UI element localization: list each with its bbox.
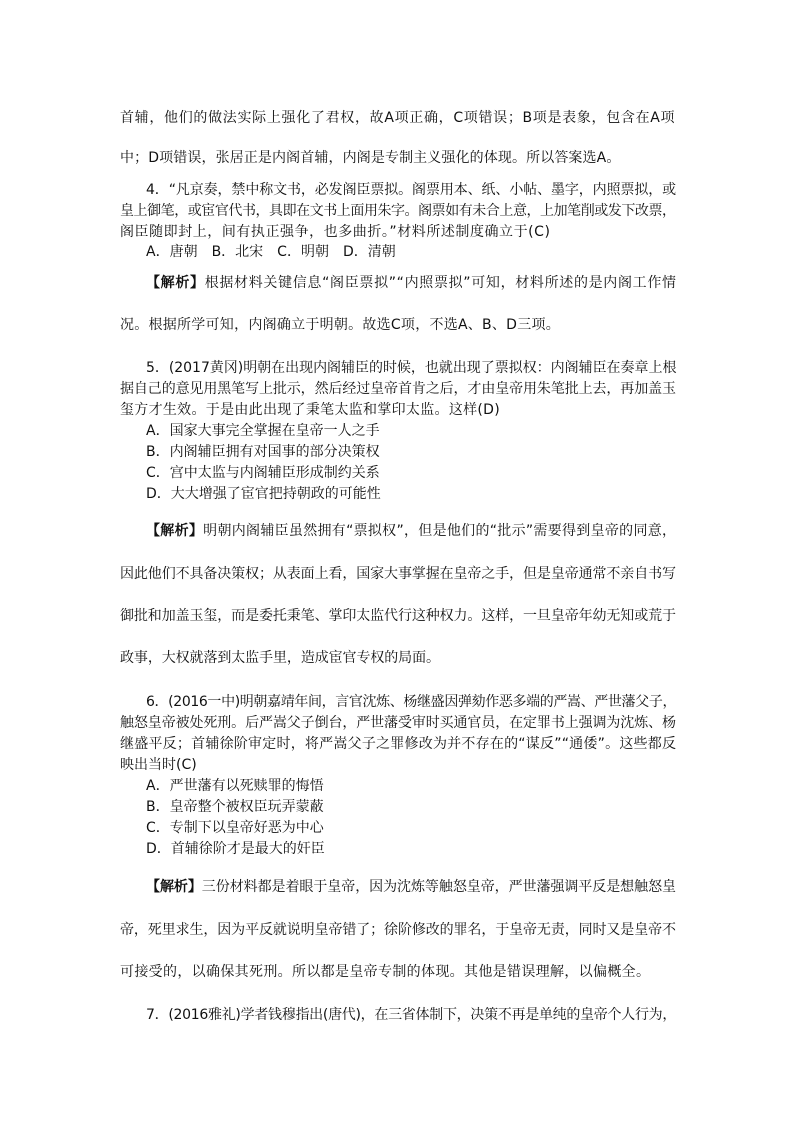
- question-4-options: A．唐朝 B．北宋 C．明朝 D．清朝: [146, 244, 396, 260]
- text-line: 因此他们不具备决策权；从表面上看，国家大事掌握在皇帝之手，但是皇帝通常不亲自书写: [120, 566, 676, 582]
- text-line: 据自己的意见用黑笔写上批示，然后经过皇帝首肯之后，才由皇帝用朱笔批上去，再加盖玉: [120, 381, 676, 397]
- option: A．严世藩有以死赎罪的悔悟: [146, 778, 324, 794]
- text-line: 阁臣随即封上，间有执正强争，也多曲折。”材料所述制度确立于(C): [120, 224, 551, 240]
- question-6-stem: 6．(2016一中)明朝嘉靖年间，言官沈炼、杨继盛因弹劾作恶多端的严嵩、严世藩父子，: [146, 694, 677, 710]
- text-line: 继盛平反；首辅徐阶审定时，将严嵩父子之罪修改为并不存在的“谋反”“通倭”。这些都反: [120, 736, 677, 752]
- option: C．专制下以皇帝好恶为中心: [146, 820, 324, 836]
- text-line: 御批和加盖玉玺，而是委托秉笔、掌印太监代行这种权力。这样，一旦皇帝年幼无知或荒于: [120, 608, 676, 624]
- text-line: 帝，死里求生，因为平反就说明皇帝错了；徐阶修改的罪名，于皇帝无责，同时又是皇帝不: [120, 922, 676, 938]
- text-line: 可接受的，以确保其死刑。所以都是皇帝专制的体现。其他是错误理解，以偏概全。: [120, 964, 651, 980]
- text-line: 玺方才生效。于是由此出现了秉笔太监和掌印太监。这样(D): [120, 402, 500, 418]
- text-line: 触怒皇帝被处死刑。后严嵩父子倒台，严世藩受审时买通官员，在定罪书上强调为沈炼、杨: [120, 715, 676, 731]
- text-line: 首辅，他们的做法实际上强化了君权，故A项正确，C项错误；B项是表象，包含在A项: [120, 110, 676, 126]
- text-line: 况。根据所学可知，内阁确立于明朝。故选C项，不选A、B、D三项。: [120, 317, 560, 333]
- option: B．内阁辅臣拥有对国事的部分决策权: [146, 444, 380, 460]
- question-5-stem: 5．(2017黄冈)明朝在出现内阁辅臣的时候，也就出现了票拟权：内阁辅臣在奏章上根: [146, 360, 677, 376]
- option: A．国家大事完全掌握在皇帝一人之手: [146, 423, 380, 439]
- question-4-stem: 4．“凡京奏，禁中称文书，必发阁臣票拟。阁票用本、纸、小帖、墨字，内照票拟，或: [146, 182, 677, 198]
- option: D．大大增强了宦官把持朝政的可能性: [146, 486, 381, 502]
- analysis-tag: 【解析】: [146, 275, 205, 291]
- option: D．首辅徐阶才是最大的奸臣: [146, 841, 325, 857]
- option: B．皇帝整个被权臣玩弄蒙蔽: [146, 799, 324, 815]
- analysis-paragraph: 【解析】三份材料都是着眼于皇帝，因为沈炼等触怒皇帝，严世藩强调平反是想触怒皇: [146, 879, 676, 895]
- analysis-paragraph: 【解析】根据材料关键信息“阁臣票拟”“内照票拟”可知，材料所述的是内阁工作情: [146, 275, 677, 291]
- text-line: 映出当时(C): [120, 757, 197, 773]
- option: C．宫中太监与内阁辅臣形成制约关系: [146, 465, 380, 481]
- analysis-tag: 【解析】: [146, 523, 204, 539]
- analysis-tag: 【解析】: [146, 879, 202, 895]
- text-line: 政事，大权就落到太监手里，造成宦官专权的局面。: [120, 650, 440, 666]
- text-line: 中；D项错误，张居正是内阁首辅，内阁是专制主义强化的体现。所以答案选A。: [120, 150, 621, 166]
- text-line: 皇上御笔，或宦官代书，具即在文书上面用朱字。阁票如有未合上意，上加笔削或发下改票，: [120, 203, 676, 219]
- question-7-stem: 7．(2016雅礼)学者钱穆指出(唐代)，在三省体制下，决策不再是单纯的皇帝个人行为，: [146, 1007, 677, 1023]
- analysis-paragraph: 【解析】明朝内阁辅臣虽然拥有“票拟权”，但是他们的“批示”需要得到皇帝的同意，: [146, 523, 677, 539]
